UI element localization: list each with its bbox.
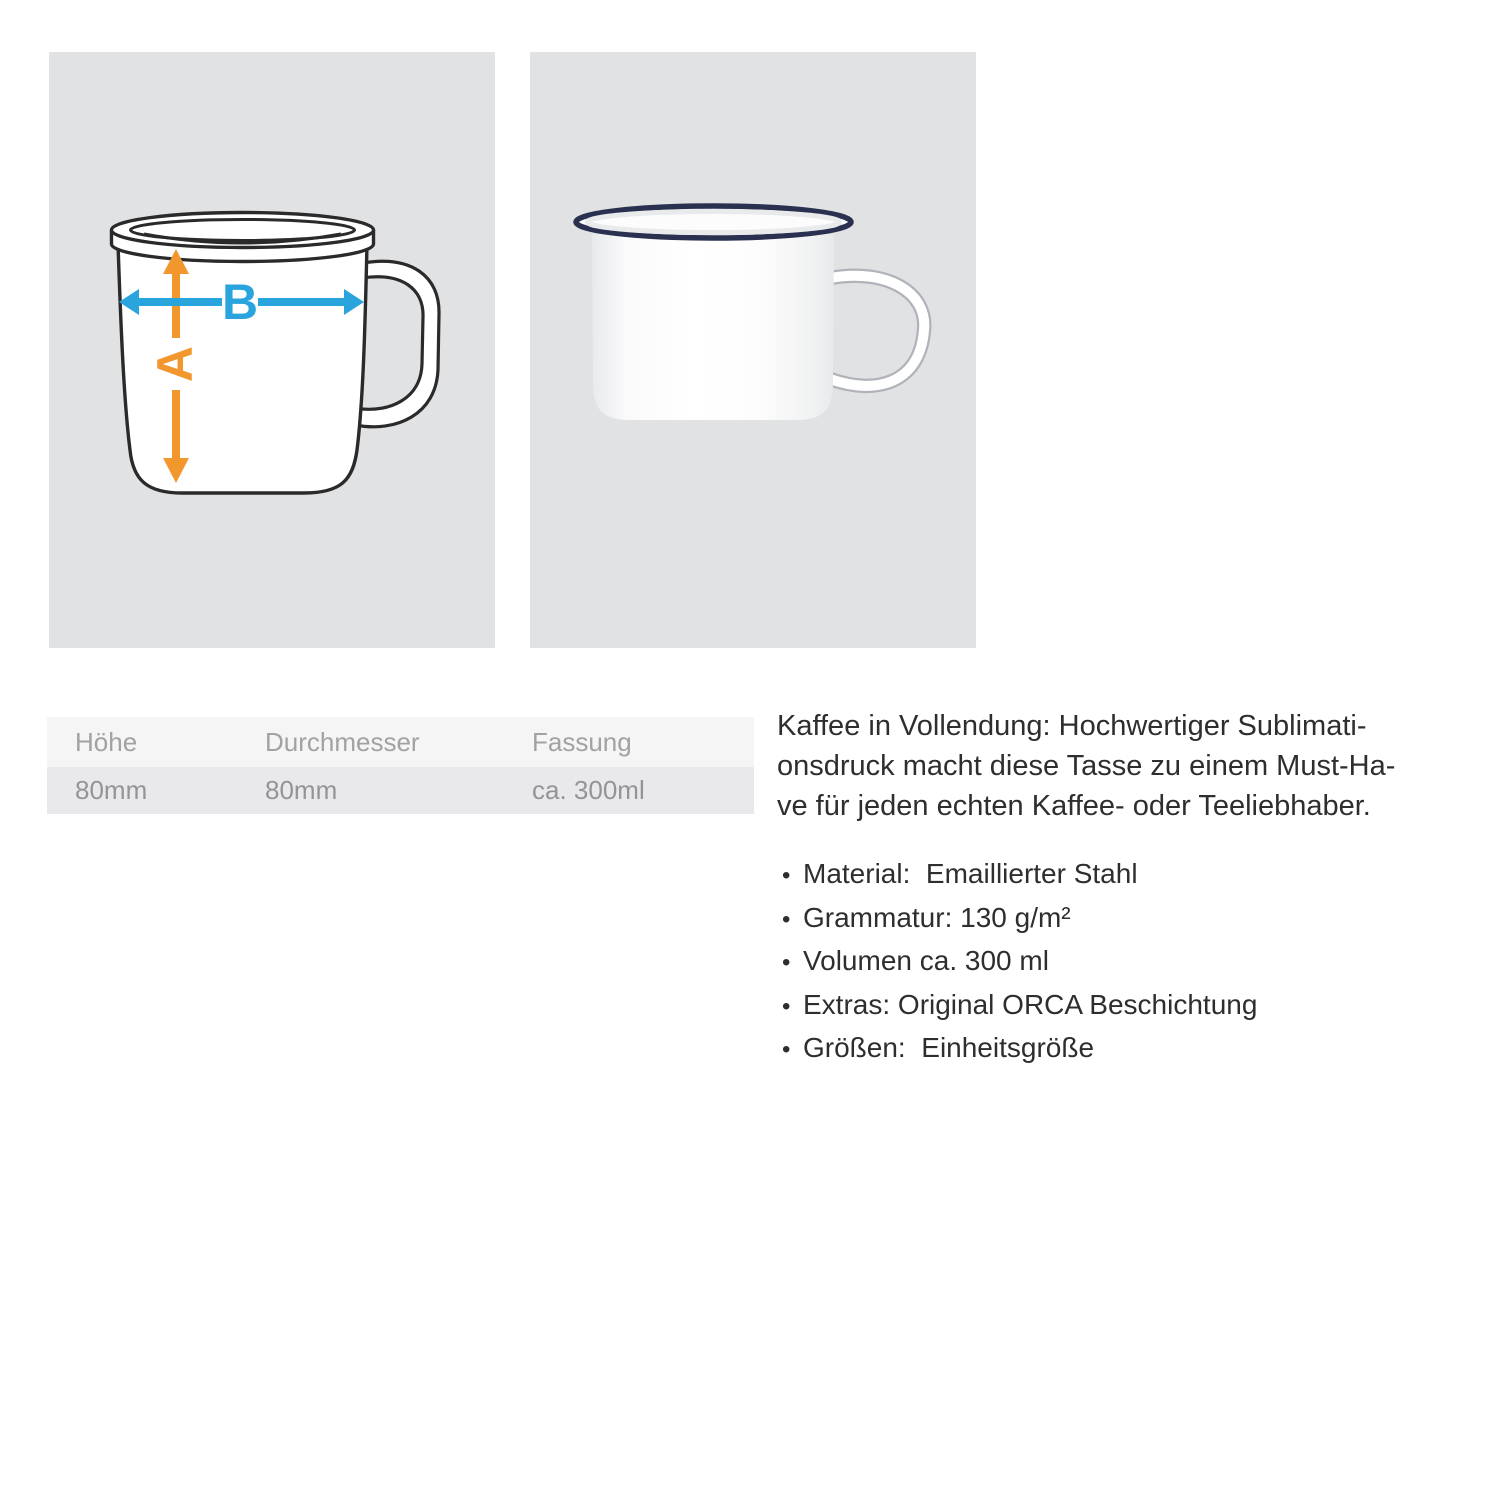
description-line: ve für jeden echten Kaffee- oder Teeliebhaber. (777, 790, 1371, 822)
product-photo-panel (530, 52, 976, 648)
table-header-durchmesser: Durchmesser (265, 726, 420, 757)
description-line: onsdruck macht diese Tasse zu einem Must-Ha- (777, 750, 1396, 782)
height-label-a: A (147, 345, 203, 383)
mug-body-photo (592, 234, 834, 420)
table-header-hoehe: Höhe (75, 726, 138, 757)
mug-rim-photo (576, 206, 851, 238)
table-value-hoehe: 80mm (75, 775, 148, 805)
bullet-icon: • (782, 905, 791, 933)
bullet-icon: • (782, 1036, 791, 1063)
attribute-extras: Extras: Original ORCA Beschichtung (803, 988, 1258, 1020)
attribute-groessen: Größen: Einheitsgröße (803, 1032, 1095, 1063)
dimensions-table-header-row (47, 717, 754, 767)
list-item-grammatur (777, 902, 1467, 946)
dimensions-table (47, 717, 754, 814)
mug-handle-photo (830, 276, 924, 386)
attribute-material: Material: Emaillierter Stahl (803, 858, 1138, 889)
list-item-groessen (777, 1032, 1467, 1076)
table-header-fassung: Fassung (532, 726, 632, 757)
diameter-label-b: B (221, 274, 259, 330)
bullet-icon: • (782, 949, 791, 976)
product-description (777, 706, 1467, 826)
enamel-mug-photo (530, 52, 976, 648)
bullet-icon: • (782, 992, 791, 1020)
description-line: Kaffee in Vollendung: Hochwertiger Sublimati- (777, 710, 1367, 742)
attribute-volumen: Volumen ca. 300 ml (803, 945, 1049, 976)
dimensions-table-value-row (47, 767, 754, 814)
list-item-extras (777, 989, 1467, 1033)
table-value-fassung: ca. 300ml (532, 775, 645, 805)
bullet-icon: • (782, 862, 791, 889)
list-item-volumen (777, 945, 1467, 989)
attribute-grammatur: Grammatur: 130 g/m² (803, 901, 1071, 933)
list-item-material (777, 858, 1467, 902)
mug-size-diagram-illustration (49, 52, 495, 648)
size-diagram-panel (49, 52, 495, 648)
mug-rim-drawing (112, 213, 374, 262)
table-value-durchmesser: 80mm (265, 775, 338, 805)
product-attributes-list (777, 858, 1467, 1076)
